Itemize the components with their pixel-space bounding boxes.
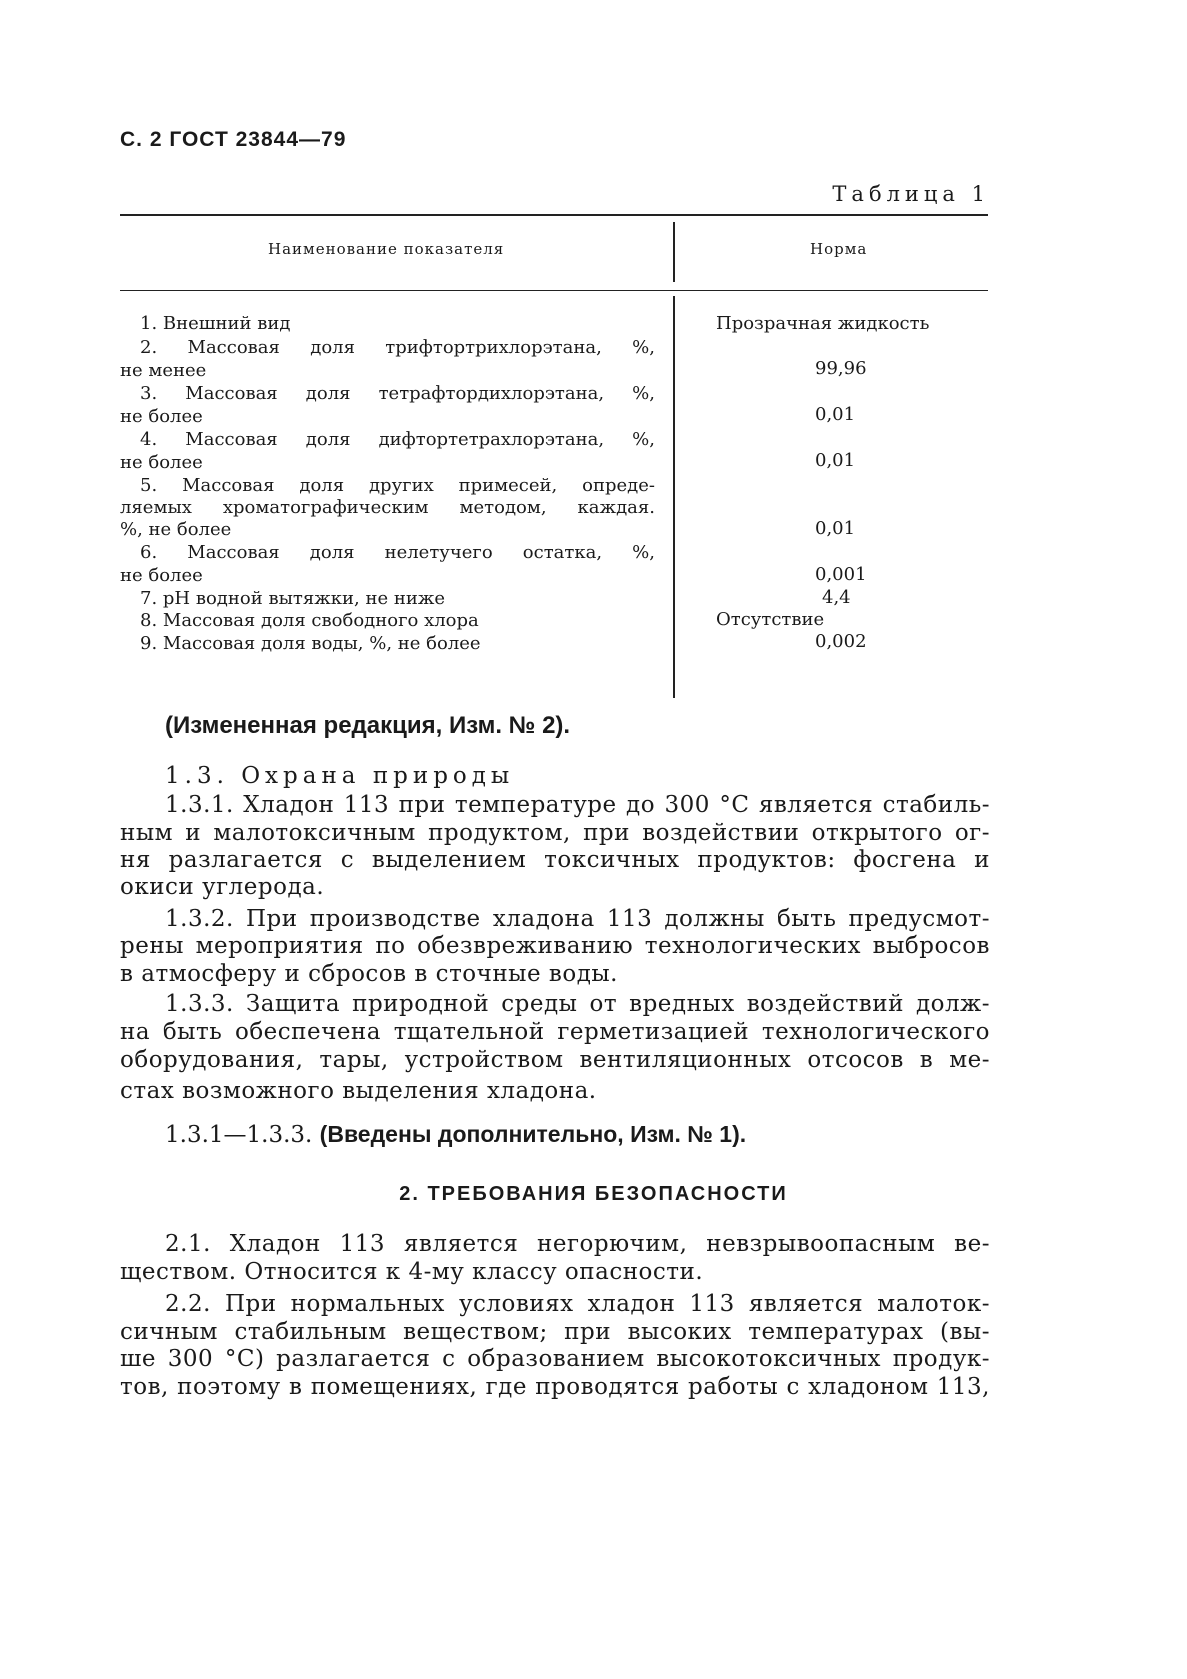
table-header-divider xyxy=(673,222,675,282)
table-norm-value: Отсутствие xyxy=(716,609,825,630)
introduced-note-prefix: 1.3.1—1.3.3. xyxy=(165,1122,313,1148)
paragraph-line-p131: ня разлагается с выделением токсичных продуктов: фосгена и xyxy=(120,847,990,873)
paragraph-line-p22: ше 300 °С) разлагается с образованием высокотоксичных продук- xyxy=(120,1346,990,1372)
section-heading-2: 2. ТРЕБОВАНИЯ БЕЗОПАСНОСТИ xyxy=(399,1183,788,1205)
table-name-line: 5. Массовая доля других примесей, опреде- xyxy=(140,475,655,496)
introduced-note xyxy=(165,1121,746,1148)
paragraph-line-p131: окиси углерода. xyxy=(120,874,325,900)
table-norm-value: 4,4 xyxy=(822,587,851,608)
paragraph-line-p21: 2.1. Хладон 113 является негорючим, невзрывоопасным ве- xyxy=(165,1231,990,1257)
table-name-line: ляемых хроматографическим методом, каждая. xyxy=(120,497,655,518)
paragraph-line-p132: рены мероприятия по обезвреживанию технологических выбросов xyxy=(120,933,990,959)
table-name-line: не менее xyxy=(120,360,207,381)
table-norm-value: 0,01 xyxy=(815,518,856,539)
table-name-line: 4. Массовая доля дифтортетрахлорэтана, %, xyxy=(140,429,655,450)
paragraph-line-p22: сичным стабильным веществом; при высоких температурах (вы- xyxy=(120,1319,990,1345)
table-name-line: 2. Массовая доля трифтортрихлорэтана, %, xyxy=(140,337,655,358)
table-norm-value: 0,01 xyxy=(815,404,856,425)
table-name-line: 9. Массовая доля воды, %, не более xyxy=(140,633,481,654)
paragraph-line-p133: стах возможного выделения хладона. xyxy=(120,1078,597,1104)
table-norm-value: 99,96 xyxy=(815,358,867,379)
table-name-line: 7. pH водной вытяжки, не ниже xyxy=(140,588,446,609)
amendment-note: (Измененная редакция, Изм. № 2). xyxy=(165,712,571,739)
table-column-divider xyxy=(673,296,675,698)
table-name-line: 3. Массовая доля тетрафтордихлорэтана, %, xyxy=(140,383,655,404)
paragraph-line-p132: в атмосферу и сбросов в сточные воды. xyxy=(120,961,618,987)
table-name-line: 6. Массовая доля нелетучего остатка, %, xyxy=(140,542,655,563)
table-name-line: не более xyxy=(120,406,203,427)
table-name-line: не более xyxy=(120,565,203,586)
paragraph-line-p133: на быть обеспечена тщательной герметизацией технологического xyxy=(120,1019,990,1045)
paragraph-line-p21: ществом. Относится к 4-му классу опасности. xyxy=(120,1259,704,1285)
paragraph-line-p22: тов, поэтому в помещениях, где проводятся работы с хладоном 113, xyxy=(120,1374,990,1400)
table-norm-value: Прозрачная жидкость xyxy=(716,313,930,334)
section-title-1-3: 1.3. Охрана природы xyxy=(165,763,515,789)
table-name-line: 1. Внешний вид xyxy=(140,313,291,334)
paragraph-line-p131: ным и малотоксичным продуктом, при воздействии открытого ог- xyxy=(120,820,990,846)
paragraph-line-p133: 1.3.3. Защита природной среды от вредных воздействий долж- xyxy=(165,991,990,1017)
paragraph-line-p133: оборудования, тары, устройством вентиляционных отсосов в ме- xyxy=(120,1047,990,1073)
page-header: С. 2 ГОСТ 23844—79 xyxy=(120,128,347,151)
table-norm-value: 0,001 xyxy=(815,564,867,585)
paragraph-line-p132: 1.3.2. При производстве хладона 113 должны быть предусмот- xyxy=(165,906,990,932)
table-header-rule xyxy=(120,290,988,291)
table-name-line: не более xyxy=(120,452,203,473)
column-header-name: Наименование показателя xyxy=(268,240,505,258)
introduced-note-text: (Введены дополнительно, Изм. № 1). xyxy=(319,1121,747,1147)
table-name-line: 8. Массовая доля свободного хлора xyxy=(140,610,479,631)
table-top-rule xyxy=(120,214,988,216)
table-caption: Таблица 1 xyxy=(832,182,990,206)
paragraph-line-p131: 1.3.1. Хладон 113 при температуре до 300 °С является стабиль- xyxy=(165,792,990,818)
column-header-norm: Норма xyxy=(810,240,868,258)
paragraph-line-p22: 2.2. При нормальных условиях хладон 113 является малоток- xyxy=(165,1291,990,1317)
table-norm-value: 0,002 xyxy=(815,631,867,652)
table-norm-value: 0,01 xyxy=(815,450,856,471)
table-name-line: %, не более xyxy=(120,519,232,540)
